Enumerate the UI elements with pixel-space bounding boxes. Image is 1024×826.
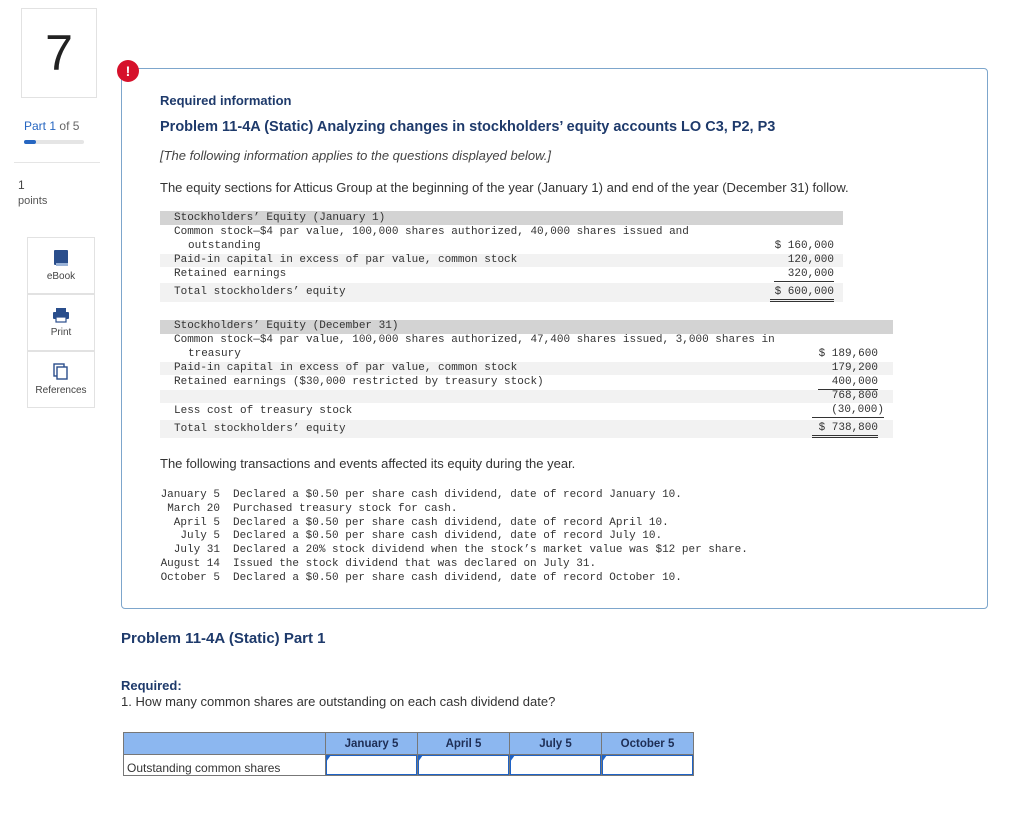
info-note: [The following information applies to the questions displayed below.] [160, 148, 551, 163]
input-marker-icon [326, 755, 331, 762]
txn-date: April 5 [173, 517, 220, 529]
jan-total-value: $ 600,000 [770, 286, 834, 302]
input-cell-january-5 [326, 755, 418, 776]
txn-text: Issued the stock dividend that was declared on July 31. [233, 558, 597, 570]
jan-retained-earnings-label: Retained earnings [174, 268, 287, 280]
ebook-button[interactable] [27, 237, 95, 294]
required-info-heading: Required information [160, 93, 292, 108]
txn-date: July 5 [180, 530, 220, 542]
references-icon [53, 363, 69, 381]
dec-retained-earnings-label: Retained earnings ($30,000 restricted by treasury stock) [174, 376, 544, 388]
dec-subtotal-value: 768,800 [831, 390, 878, 402]
question-number: 7 [21, 8, 97, 98]
txn-text: Purchased treasury stock for cash. [233, 503, 458, 515]
jan-table-header: Stockholders’ Equity (January 1) [174, 212, 386, 224]
book-icon [53, 249, 69, 267]
txn-text: Declared a 20% stock dividend when the stock’s market value was $12 per share. [233, 544, 748, 556]
input-cell-july-5 [510, 755, 602, 776]
input-cell-april-5 [418, 755, 510, 776]
txn-date: March 20 [167, 503, 220, 515]
part-progress-bar [24, 140, 84, 144]
jan-retained-earnings-value: 320,000 [774, 268, 834, 282]
txn-text: Declared a $0.50 per share cash dividend, date of record January 10. [233, 489, 682, 501]
print-label: Print [50, 327, 72, 338]
part-current: 1 [49, 119, 57, 133]
answer-row [124, 755, 694, 776]
txn-text: Declared a $0.50 per share cash dividend, date of record October 10. [233, 572, 682, 584]
sidebar-divider [14, 162, 100, 163]
txn-text: Declared a $0.50 per share cash dividend, date of record July 10. [233, 530, 663, 542]
input-july-5[interactable] [510, 755, 601, 775]
txn-text: Declared a $0.50 per share cash dividend, date of record April 10. [233, 517, 669, 529]
input-cell-october-5 [602, 755, 694, 776]
part-progress-fill [24, 140, 36, 144]
jan-paid-in-capital-value: 120,000 [787, 254, 834, 266]
txn-date: July 31 [173, 544, 220, 556]
dec-paid-in-capital-value: 179,200 [831, 362, 878, 374]
intro-text: The equity sections for Atticus Group at the beginning of the year (January 1) and end of the year (December 31) follow. [160, 180, 849, 195]
part-indicator [24, 119, 79, 133]
jan-common-stock-label: Common stock—$4 par value, 100,000 shares authorized, 40,000 shares issued and [174, 226, 689, 238]
jan-total-label: Total stockholders’ equity [174, 286, 346, 298]
row-label-outstanding-shares: Outstanding common shares [124, 755, 326, 776]
print-button[interactable] [27, 294, 95, 351]
dec-paid-in-capital-label: Paid-in capital in excess of par value, common stock [174, 362, 518, 374]
dec-common-stock-label-cont: treasury [188, 348, 241, 360]
input-january-5[interactable] [326, 755, 417, 775]
dec-treasury-value: (30,000) [812, 404, 884, 418]
transactions-intro: The following transactions and events affected its equity during the year. [160, 456, 576, 471]
dec-common-stock-value: $ 189,600 [818, 348, 878, 360]
dec-table-header: Stockholders’ Equity (December 31) [174, 320, 399, 332]
required-label: Required: [121, 678, 182, 693]
jan-paid-in-capital-label: Paid-in capital in excess of par value, common stock [174, 254, 518, 266]
problem-title: Problem 11-4A (Static) Analyzing changes in stockholders’ equity accounts LO C3, P2, P3 [160, 119, 776, 135]
dec-common-stock-label: Common stock—$4 par value, 100,000 shares authorized, 47,400 shares issued, 3,000 shares in [174, 334, 775, 346]
part-title: Problem 11-4A (Static) Part 1 [121, 630, 326, 647]
part-of: of 5 [59, 119, 80, 133]
required-question: 1. How many common shares are outstanding on each cash dividend date? [121, 694, 556, 709]
col-header-july-5: July 5 [510, 733, 602, 755]
dec-total-value: $ 738,800 [812, 422, 878, 438]
dec-total-label: Total stockholders’ equity [174, 423, 346, 435]
input-marker-icon [510, 755, 515, 762]
input-october-5[interactable] [602, 755, 693, 775]
references-button[interactable] [27, 351, 95, 408]
input-marker-icon [602, 755, 607, 762]
dec-treasury-label: Less cost of treasury stock [174, 405, 353, 417]
jan-common-stock-value: $ 160,000 [774, 240, 834, 252]
answer-header-row [124, 733, 694, 755]
col-header-april-5: April 5 [418, 733, 510, 755]
col-header-january-5: January 5 [326, 733, 418, 755]
printer-icon [52, 307, 70, 323]
references-label: References [35, 385, 87, 396]
points-value: 1 [18, 178, 25, 192]
dec-stripe-2 [160, 390, 893, 403]
points-label: points [18, 195, 48, 207]
txn-date: August 14 [160, 558, 220, 570]
answer-table [123, 732, 694, 776]
ebook-label: eBook [46, 271, 76, 282]
part-word: Part [24, 119, 47, 133]
dec-retained-earnings-value: 400,000 [818, 376, 878, 390]
jan-common-stock-label-cont: outstanding [188, 240, 261, 252]
input-april-5[interactable] [418, 755, 509, 775]
alert-icon: ! [117, 60, 139, 82]
answer-header-blank [124, 733, 326, 755]
txn-date: October 5 [160, 572, 220, 584]
txn-date: January 5 [160, 489, 220, 501]
col-header-october-5: October 5 [602, 733, 694, 755]
input-marker-icon [418, 755, 423, 762]
